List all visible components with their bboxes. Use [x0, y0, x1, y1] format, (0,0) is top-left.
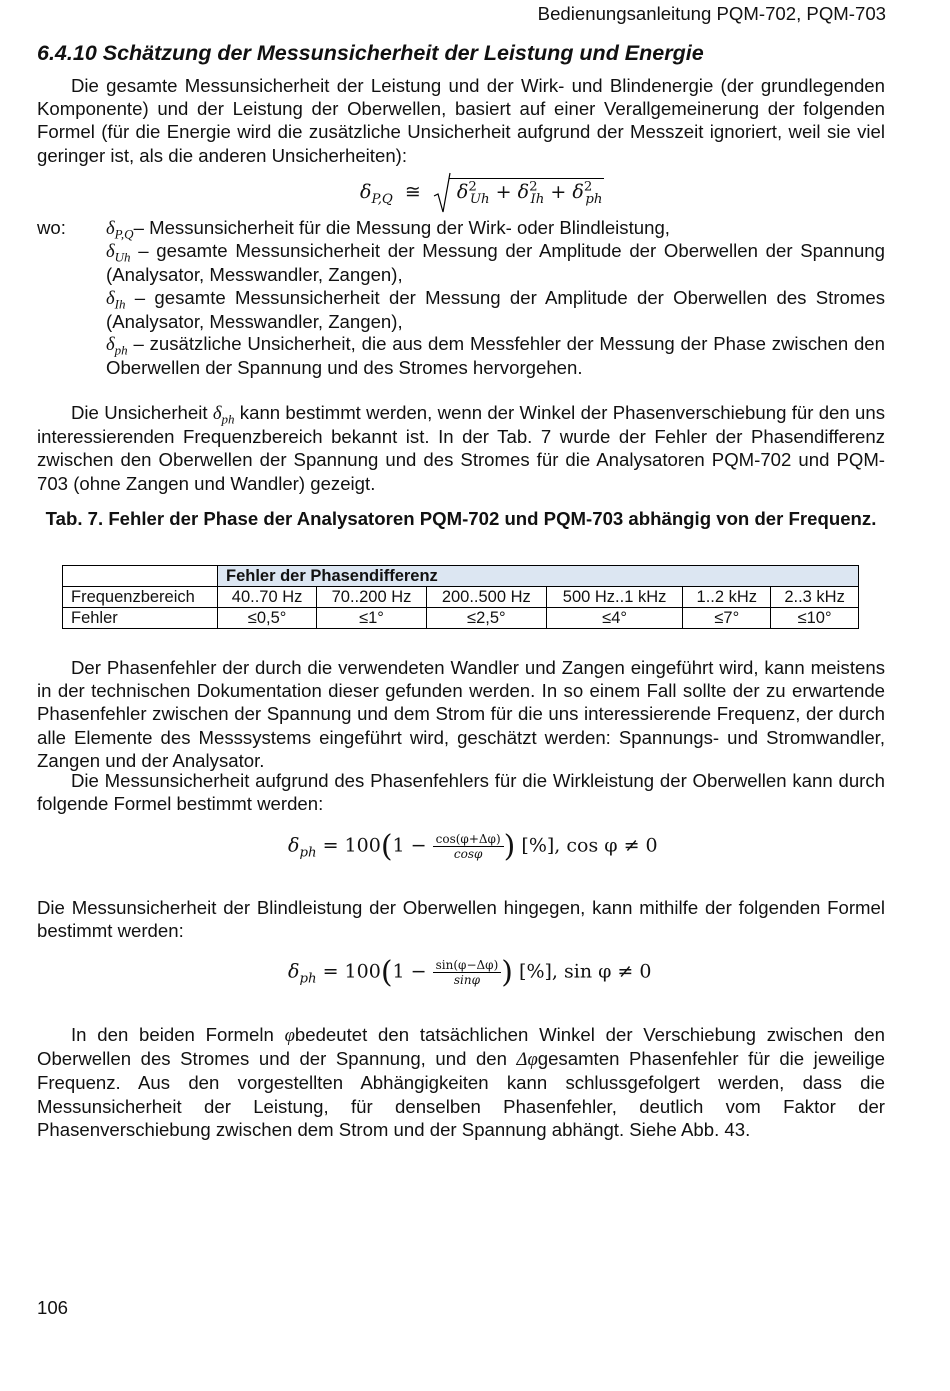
page-number: 106 [37, 1297, 69, 1318]
paragraph-reactive-power: Die Messunsicherheit der Blindleistung der Oberwellen hingegen, kann mithilfe der folgenden Formel bestimmt werden: [37, 897, 885, 942]
definition-item: $\delta_{Ih}$ – gesamte Messunsicherheit der Messung der Amplitude der Oberwellen des Stromes (Analysator, Messwandler, Zangen), [106, 287, 885, 333]
where-label: wo: [37, 217, 66, 238]
definition-item: $\delta_{P,Q}-$ Messunsicherheit für die Messung der Wirk- oder Blindleistung, [106, 217, 670, 242]
table-row-label: Fehler [63, 608, 218, 629]
table-empty-cell [63, 566, 218, 587]
definition-item: $\delta_{Uh}$ – gesamte Messunsicherheit der Messung der Amplitude der Oberwellen der Spannung (Analysator, Messwandler, Zangen), [106, 240, 885, 286]
paragraph-phase-error: Der Phasenfehler der durch die verwendeten Wandler und Zangen eingeführt wird, kann meistens in der technischen Dokumentation dieser gefunden werden. In so einem Fall sollte der zu erwartende Phasenfehler zwischen der Spannung und dem Strom für die uns interessierende Frequenz, der durch alle Elemente des Messsystems eingeführt wird, geschätzt werden: Spannungs- und Stromwandler, Zangen und der Analysator. [37, 657, 885, 771]
formula-total-uncertainty: $\delta_{P,Q}$ ≅ $\delta^2_{Uh} + \delta^2_{Ih} + \delta^2_{ph}$ [360, 172, 604, 214]
running-header: Bedienungsanleitung PQM-702, PQM-703 [537, 3, 886, 24]
table-cell: 40..70 Hz [218, 587, 317, 608]
intro-paragraph: Die gesamte Messunsicherheit der Leistung und der Wirk- und Blindenergie (der grundlegenden Komponente) und der Leistung der Oberwellen, basiert auf einer Verallgemeinerung der folgenden Formel (für die Energie wird die zusätzliche Unsicherheit aufgrund der Messzeit ignoriert, weil sie viel geringer ist, als die anderen Unsicherheiten): [37, 75, 885, 166]
table-cell: ≤4° [546, 608, 683, 629]
table-cell: 2..3 kHz [771, 587, 859, 608]
table-group-header: Fehler der Phasendifferenz [218, 566, 859, 587]
table-row-label: Frequenzbereich [63, 587, 218, 608]
table-cell: 1..2 kHz [683, 587, 771, 608]
section-heading: 6.4.10 Schätzung der Messunsicherheit der Leistung und Energie [37, 41, 704, 65]
definition-item: $\delta_{ph}$ – zusätzliche Unsicherheit, die aus dem Messfehler der Messung der Phase zwischen den Oberwellen der Spannung und des Stromes hervorgehen. [106, 333, 885, 379]
table-cell: 70..200 Hz [317, 587, 427, 608]
table-cell: 200..500 Hz [426, 587, 546, 608]
table-cell: 500 Hz..1 kHz [546, 587, 683, 608]
formula-active-power: $\delta_{ph} = 100(1$ − $\frac{\cos(\varphi+\Delta\varphi)}{\cos\varphi}$ ) [%], cos φ ≠ 0 [288, 828, 658, 864]
paragraph-conclusion: In den beiden Formeln φbedeutet den tatsächlichen Winkel der Verschiebung zwischen den Oberwellen des Stromes und der Spannung, und den Δφgesamten Phasenfehler für die jeweilige Frequenz. Aus den vorgestellten Abhängigkeiten kann schlussgefolgert werden, dass die Messunsicherheit der Leistung, für denselben Phasenfehler, deutlich vom Faktor der Phasenverschiebung zwischen dem Strom und der Spannung abhängt. Siehe Abb. 43. [37, 1024, 885, 1140]
formula-reactive-power: $\delta_{ph} = 100(1$ − $\frac{\sin(\varphi-\Delta\varphi)}{\sin\varphi}$ ) [%], sin φ ≠ 0 [288, 954, 652, 990]
table-cell: ≤1° [317, 608, 427, 629]
paragraph-active-power: Die Messunsicherheit aufgrund des Phasenfehlers für die Wirkleistung der Oberwellen kann durch folgende Formel bestimmt werden: [37, 770, 885, 815]
phase-error-table [62, 565, 859, 629]
table-caption: Tab. 7. Fehler der Phase der Analysatoren PQM-702 und PQM-703 abhängig von der Frequenz. [45, 508, 877, 529]
table-cell: ≤0,5° [218, 608, 317, 629]
table-cell: ≤10° [771, 608, 859, 629]
paragraph-phase-uncertainty: Die Unsicherheit $\delta_{ph}$ kann bestimmt werden, wenn der Winkel der Phasenverschiebung für den uns interessierenden Frequenzbereich bekannt ist. In der Tab. 7 wurde der Fehler der Phasendifferenz zwischen den Oberwellen der Spannung und des Stromes für die Analysatoren PQM-702 und PQM-703 (ohne Zangen und Wandler) gezeigt. [37, 402, 885, 494]
table-cell: ≤7° [683, 608, 771, 629]
table-cell: ≤2,5° [426, 608, 546, 629]
